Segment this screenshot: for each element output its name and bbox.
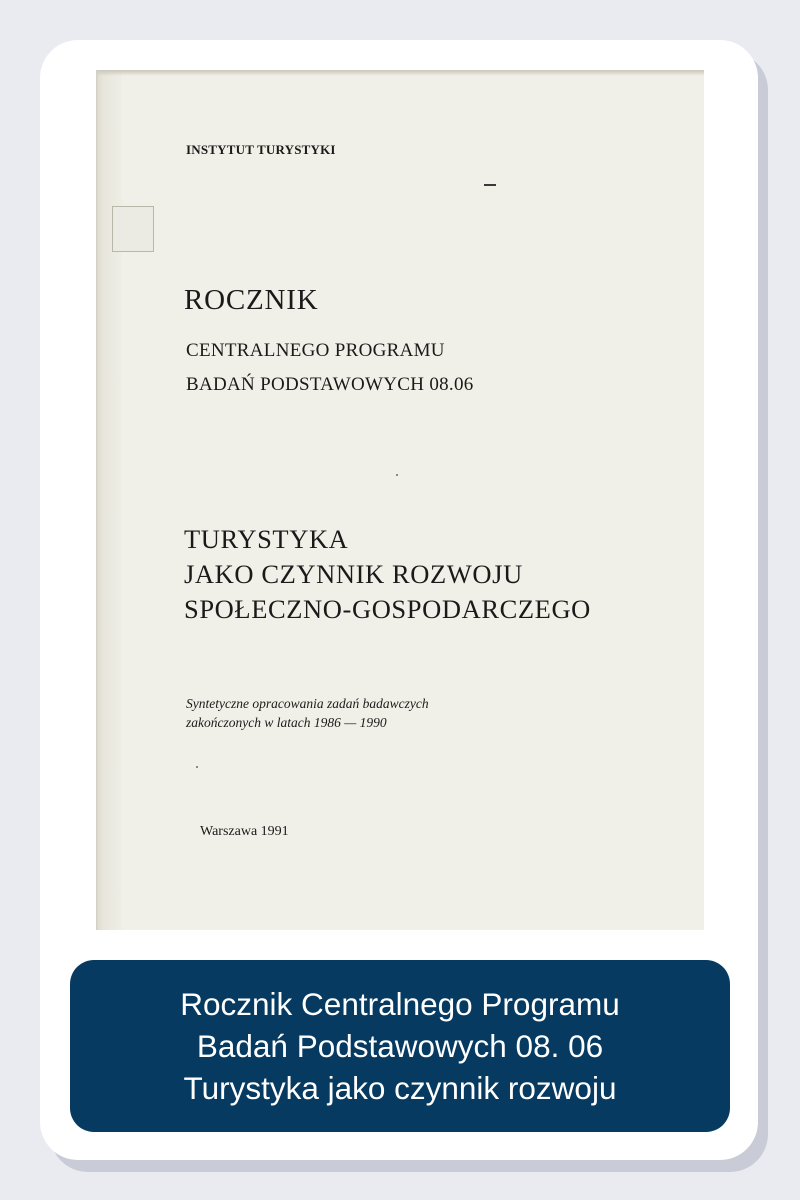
institute-name: INSTYTUT TURYSTYKI	[186, 142, 336, 157]
book-title-line-3: SPOŁECZNO-GOSPODARCZEGO	[184, 594, 591, 624]
book-title-line-1: TURYSTYKA	[184, 524, 349, 554]
cover-speck	[396, 474, 398, 476]
caption-line-3: Turystyka jako czynnik rozwoju	[183, 1070, 617, 1106]
caption-banner	[70, 960, 730, 1132]
series-line-2: BADAŃ PODSTAWOWYCH 08.06	[186, 374, 474, 395]
cover-ink-dash	[484, 184, 496, 186]
cover-left-edge	[96, 70, 102, 930]
subtitle-line-1: Syntetyczne opracowania zadań badawczych	[186, 696, 429, 711]
cover-spine-shading	[100, 70, 122, 930]
caption-line-2: Badań Podstawowych 08. 06	[196, 1028, 604, 1064]
cover-top-edge	[96, 70, 704, 76]
subtitle-line-2: zakończonych w latach 1986 — 1990	[186, 715, 387, 730]
publication-place-year: Warszawa 1991	[200, 824, 289, 839]
book-title-line-2: JAKO CZYNNIK ROZWOJU	[184, 559, 523, 589]
cover-speck	[196, 766, 198, 768]
series-title: ROCZNIK	[184, 284, 319, 316]
caption-line-1: Rocznik Centralnego Programu	[180, 986, 620, 1022]
series-line-1: CENTRALNEGO PROGRAMU	[186, 340, 445, 361]
cover-tape-mark	[112, 206, 154, 252]
book-cover-image	[96, 70, 704, 930]
